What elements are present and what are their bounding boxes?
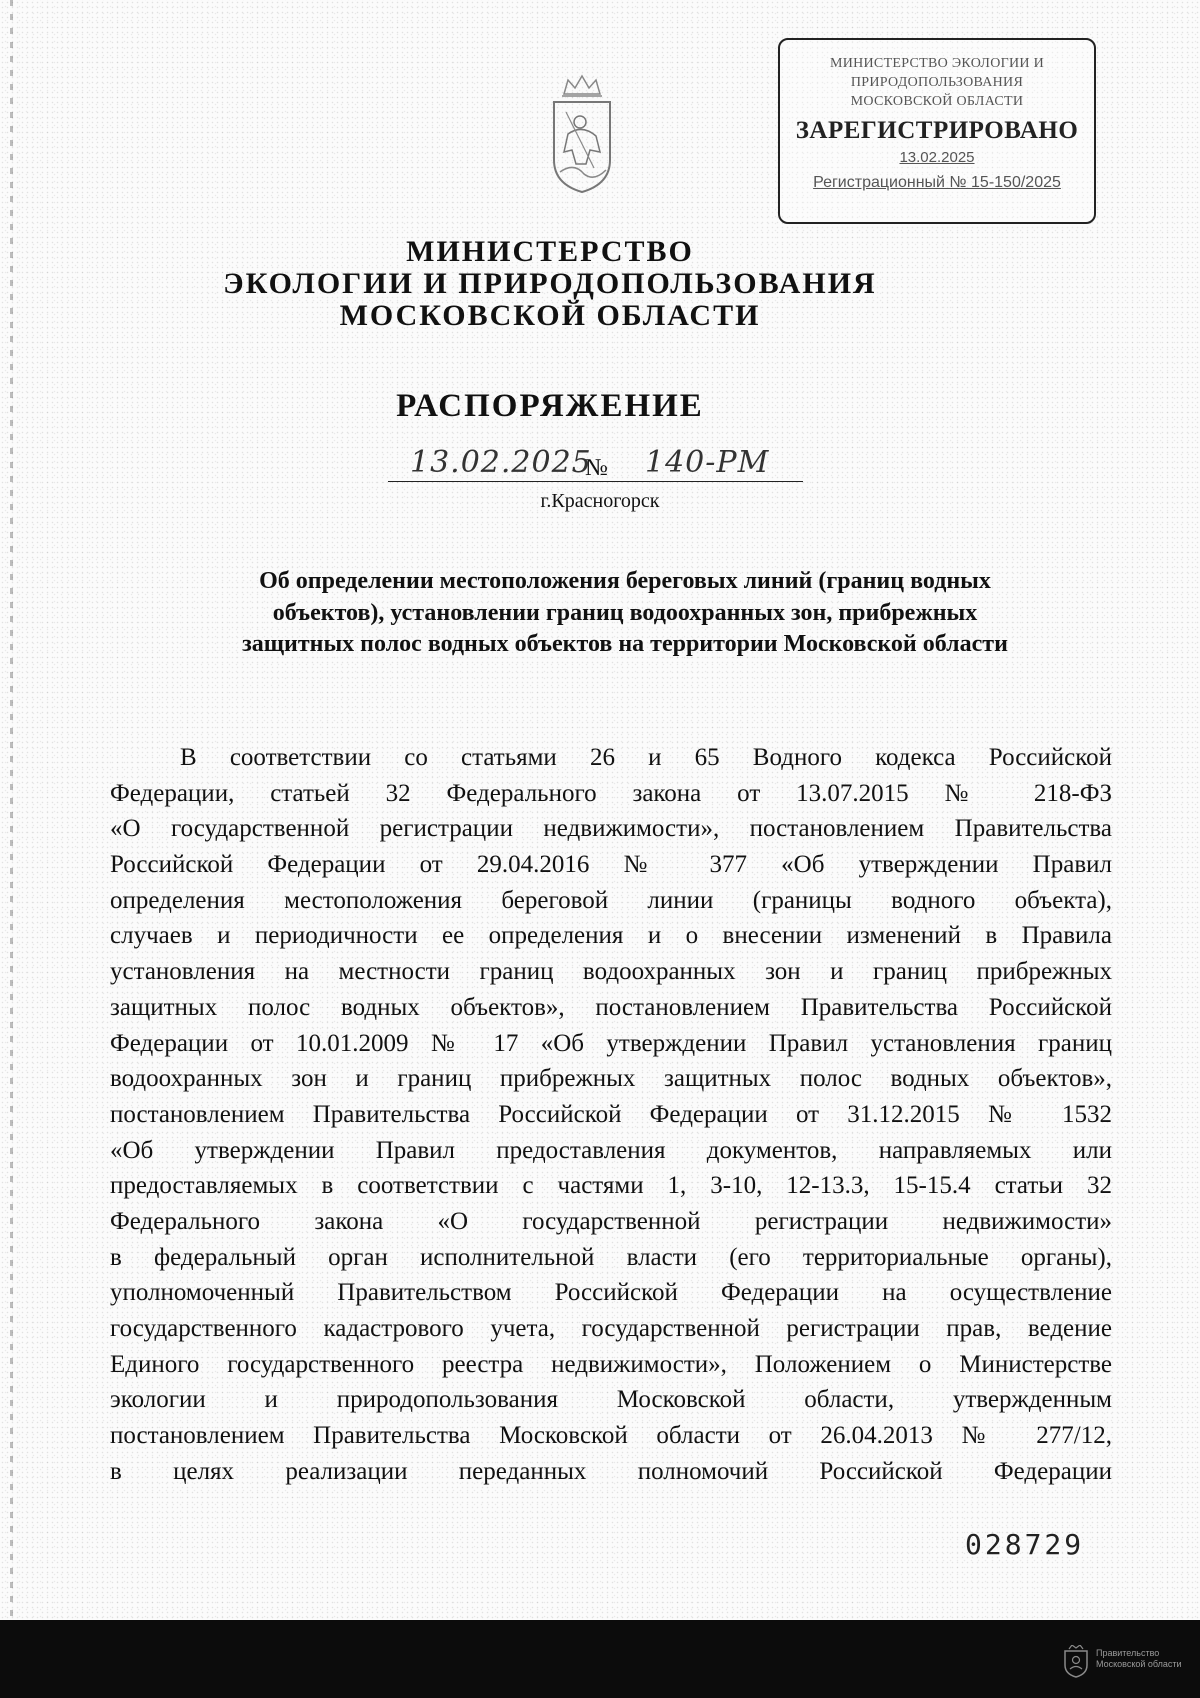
body-line: В соответствии со статьями 26 и 65 Водного кодекса Российской (180, 744, 1112, 771)
body-line: государственного кадастрового учета, государственной регистрации прав, ведение (110, 1315, 1112, 1342)
body-line: установления на местности границ водоохранных зон и границ прибрежных (110, 958, 1112, 986)
body-line: постановлением Правительства Московской области от 26.04.2013 № 277/12, (110, 1422, 1112, 1450)
body-line: случаев и периодичности ее определения и о внесении изменений в Правила (110, 922, 1112, 950)
city-label: г.Красногорск (540, 490, 660, 512)
date-number-line (388, 447, 803, 482)
serial-number: 028729 (965, 1528, 1085, 1561)
body-line: определения местоположения береговой линии (границы водного объекта), (110, 886, 1112, 914)
stamp-reg-number: Регистрационный № 15-150/2025 (813, 174, 1061, 191)
body-line: Федерального закона «О государственной регистрации недвижимости» (110, 1207, 1112, 1235)
stamp-org-line: МИНИСТЕРСТВО ЭКОЛОГИИ И (829, 56, 1045, 71)
coat-of-arms-icon (540, 72, 624, 198)
handwritten-date: 13.02.2025 (410, 445, 592, 480)
body-line: «О государственной регистрации недвижимости», постановлением Правительства (110, 815, 1112, 843)
subject-line: защитных полос водных объектов на территории Московской области (242, 631, 1008, 657)
body-line: постановлением Правительства Российской Федерации от 31.12.2015 № 1532 (110, 1100, 1112, 1128)
document-type-title: РАСПОРЯЖЕНИЕ (396, 388, 704, 424)
body-line: уполномоченный Правительством Российской Федерации на осуществление (110, 1279, 1112, 1307)
body-line: водоохранных зон и границ прибрежных защитных полос водных объектов», (110, 1065, 1112, 1093)
moscow-region-emblem-icon (1062, 1645, 1090, 1679)
footer-caption-line: Правительство (1096, 1648, 1160, 1658)
subject-line: Об определении местоположения береговых линий (границ водных (259, 568, 991, 594)
body-line: экологии и природопользования Московской области, утвержденным (110, 1386, 1112, 1414)
ministry-heading-line: МИНИСТЕРСТВО (406, 235, 694, 268)
body-line: в целях реализации переданных полномочий Российской Федерации (110, 1457, 1112, 1485)
bottom-scan-band (0, 1620, 1200, 1698)
body-line: предоставляемых в соответствии с частями 1, 3-10, 12-13.3, 15-15.4 статьи 32 (110, 1172, 1112, 1200)
stamp-org-line: ПРИРОДОПОЛЬЗОВАНИЯ (850, 75, 1024, 90)
registration-stamp (778, 38, 1096, 224)
stamp-date: 13.02.2025 (899, 149, 975, 166)
document-subject (150, 566, 1100, 661)
ministry-heading-line: МОСКОВСКОЙ ОБЛАСТИ (339, 299, 761, 332)
stamp-title: ЗАРЕГИСТРИРОВАНО (795, 117, 1079, 144)
body-line: в федеральный орган исполнительной власти (его территориальные органы), (110, 1243, 1112, 1271)
stamp-org-line: МОСКОВСКОЙ ОБЛАСТИ (850, 94, 1024, 109)
subject-line: объектов), установлении границ водоохранных зон, прибрежных (272, 599, 978, 626)
body-line: Единого государственного реестра недвижимости», Положением о Министерстве (110, 1350, 1112, 1378)
body-line: Федерации от 10.01.2009 № 17 «Об утверждении Правил установления границ (110, 1029, 1112, 1057)
footer-caption (1096, 1648, 1196, 1670)
number-sign: № (585, 455, 608, 481)
body-line: Федерации, статьей 32 Федерального закона от 13.07.2015 № 218-ФЗ (110, 779, 1112, 807)
document-body (110, 740, 1112, 1489)
footer-caption-line: Московской области (1096, 1659, 1182, 1669)
body-line: защитных полос водных объектов», постановлением Правительства Российской (110, 993, 1112, 1021)
handwritten-number: 140-РМ (645, 445, 770, 480)
body-line: Российской Федерации от 29.04.2016 № 377 «Об утверждении Правил (110, 851, 1112, 879)
ministry-heading (0, 236, 1100, 332)
body-line: «Об утверждении Правил предоставления документов, направляемых или (110, 1136, 1112, 1164)
ministry-heading-line: ЭКОЛОГИИ И ПРИРОДОПОЛЬЗОВАНИЯ (223, 267, 877, 300)
